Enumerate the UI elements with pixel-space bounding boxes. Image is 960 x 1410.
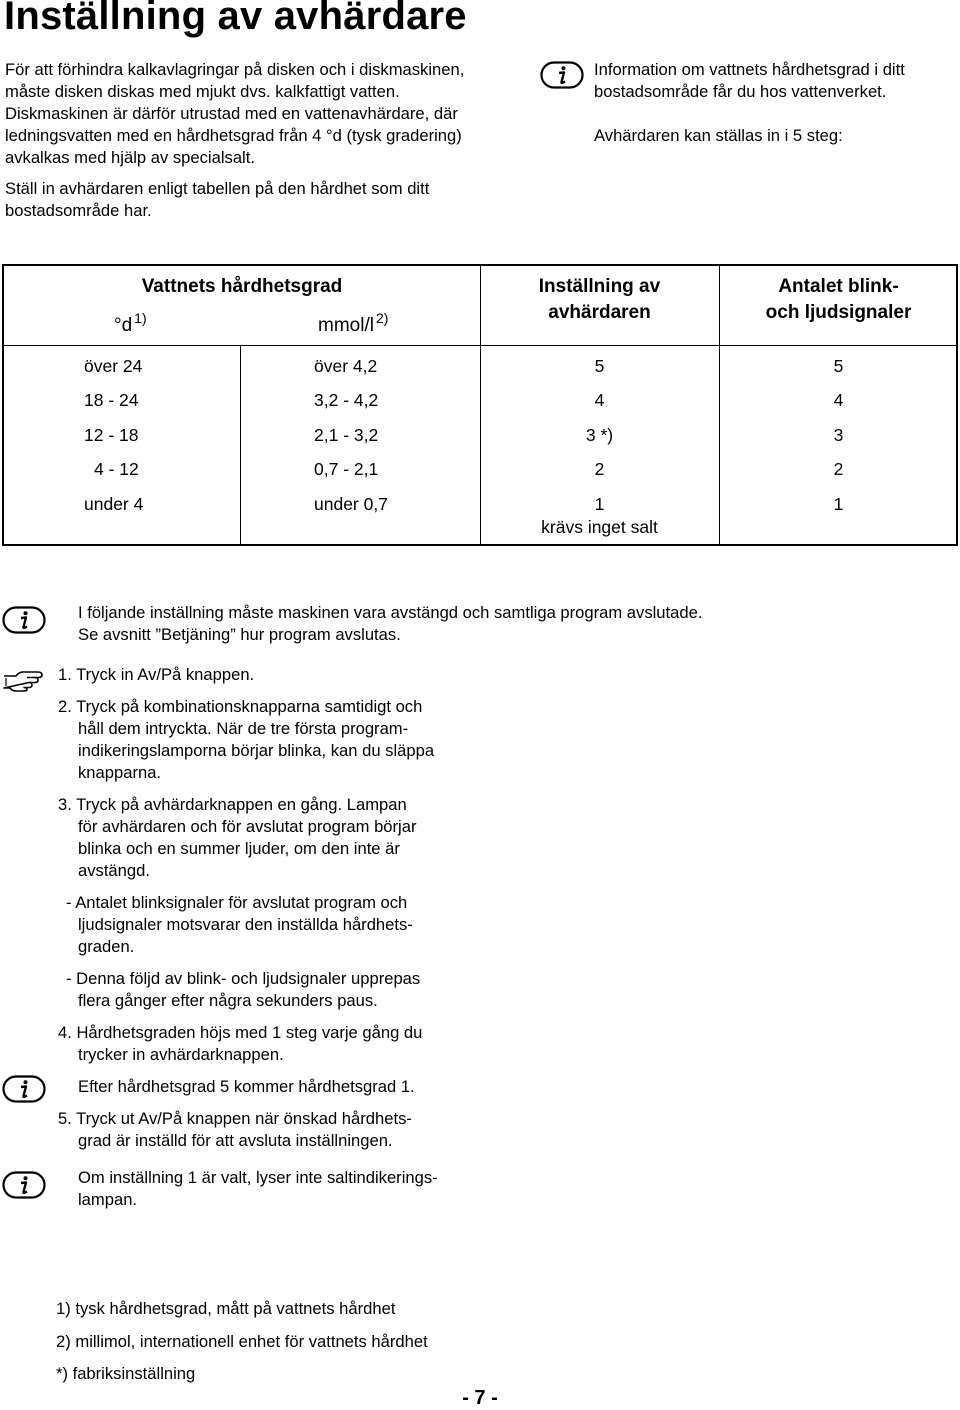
table-divider (240, 346, 241, 544)
step-line: avstängd. (78, 861, 150, 880)
footnote-2: 2) millimol, internationell enhet för vattnets hårdhet (56, 1332, 428, 1351)
header-signals (719, 274, 958, 326)
step-3-detail-1 (66, 892, 413, 958)
step-line: 5. Tryck ut Av/På knappen när önskad hårdhets- (58, 1109, 412, 1128)
step-3-detail-2 (66, 968, 420, 1012)
info-icon (2, 1075, 46, 1103)
cell-mmol: 0,7 - 2,1 (314, 459, 379, 479)
footnote-factory: *) fabriksinställning (56, 1364, 196, 1383)
unit-d-footnote-ref: 1) (134, 310, 147, 326)
instruction-paragraph (5, 178, 429, 222)
step-4 (58, 1022, 422, 1066)
cell-signals: 1 (833, 494, 844, 514)
cell-d: under 4 (84, 494, 144, 514)
unit-mmol-label: mmol/l (318, 315, 374, 336)
cell-mmol: över 4,2 (314, 356, 378, 376)
info-cycle-note: Efter hårdhetsgrad 5 kommer hårdhetsgrad 1. (78, 1077, 415, 1096)
header-unit-d (114, 310, 147, 337)
page-number: - 7 - (462, 1387, 498, 1409)
notice-line: Se avsnitt ”Betjäning” hur program avslutas. (78, 625, 401, 644)
step-3 (58, 794, 417, 882)
cell-setting-note: krävs inget salt (541, 517, 658, 537)
cell-mmol: 3,2 - 4,2 (314, 390, 379, 410)
cell-setting: 4 (594, 390, 605, 410)
header-setting-line: avhärdaren (548, 302, 651, 323)
cell-d: 12 - 18 (84, 425, 139, 445)
step-line: ljudsignaler motsvarar den inställda hårdhets- (78, 915, 413, 934)
info-water-hardness (594, 59, 905, 103)
cell-mmol: 2,1 - 3,2 (314, 425, 379, 445)
cell-setting: 2 (594, 459, 605, 479)
step-line: 4. Hårdhetsgraden höjs med 1 steg varje gång du (58, 1023, 423, 1042)
intro-line: måste disken diskas med mjukt dvs. kalkfattigt vatten. (5, 82, 400, 101)
instruction-line: Ställ in avhärdaren enligt tabellen på den hårdhet som ditt (5, 179, 430, 198)
page-title: Inställning av avhärdare (4, 0, 467, 38)
step-line: 3. Tryck på avhärdarknappen en gång. Lampan (58, 795, 407, 814)
cell-setting: 1 (594, 494, 605, 514)
notice-line: I följande inställning måste maskinen vara avstängd och samtliga program avslutade. (78, 603, 703, 622)
info-icon (2, 606, 46, 634)
info-icon (2, 1171, 46, 1199)
step-line: indikeringslamporna börjar blinka, kan du släppa (78, 741, 435, 760)
intro-paragraph (5, 59, 464, 169)
intro-line: ledningsvatten med en hårdhetsgrad från 4 °d (tysk gradering) (5, 126, 462, 145)
intro-line: För att förhindra kalkavlagringar på disken och i diskmaskinen, (5, 60, 465, 79)
hardness-table (2, 264, 958, 546)
cell-signals: 4 (833, 390, 844, 410)
footnote-1: 1) tysk hårdhetsgrad, mått på vattnets hårdhet (56, 1299, 396, 1318)
header-signals-line: och ljudsignaler (765, 302, 912, 323)
step-line: för avhärdaren och för avslutat program börjar (78, 817, 417, 836)
cell-signals: 2 (833, 459, 844, 479)
intro-line: Diskmaskinen är därför utrustad med en vattenavhärdare, där (5, 104, 458, 123)
step-line: lampan. (78, 1190, 138, 1209)
cell-setting: 5 (594, 356, 605, 376)
cell-setting: 3 *) (585, 425, 614, 445)
step-line: blinka och en summer ljuder, om den inte är (78, 839, 400, 858)
unit-d-label: °d (114, 315, 133, 336)
notice-paragraph (78, 602, 702, 646)
step-line: knapparna. (78, 763, 162, 782)
info-icon (540, 61, 584, 89)
table-header-divider (4, 345, 956, 346)
header-setting-line: Inställning av (538, 276, 661, 297)
cell-mmol: under 0,7 (314, 494, 388, 514)
step-line: - Antalet blinksignaler för avslutat program och (66, 893, 408, 912)
header-hardness: Vattnets hårdhetsgrad (141, 276, 343, 297)
cell-d: över 24 (84, 356, 143, 376)
step-line: 2. Tryck på kombinationsknapparna samtidigt och (58, 697, 423, 716)
info-line: Information om vattnets hårdhetsgrad i ditt (594, 60, 905, 79)
steps-count-line: Avhärdaren kan ställas in i 5 steg: (594, 126, 843, 145)
cell-signals: 3 (833, 425, 844, 445)
header-unit-mmol (318, 310, 388, 337)
cell-d: 4 - 12 (94, 459, 139, 479)
step-1: 1. Tryck in Av/På knappen. (58, 665, 255, 684)
header-setting (480, 274, 719, 326)
instruction-line: bostadsområde har. (5, 201, 152, 220)
step-2 (58, 696, 434, 784)
step-5 (58, 1108, 412, 1152)
step-line: Om inställning 1 är valt, lyser inte saltindikerings- (78, 1168, 438, 1187)
step-line: håll dem intryckta. När de tre första program- (78, 719, 409, 738)
step-line: graden. (78, 937, 135, 956)
pointing-hand-icon (2, 664, 46, 692)
step-line: grad är inställd för att avsluta inställningen. (78, 1131, 393, 1150)
cell-signals: 5 (833, 356, 844, 376)
unit-mmol-footnote-ref: 2) (375, 310, 389, 326)
step-line: flera gånger efter några sekunders paus. (78, 991, 378, 1010)
info-line: bostadsområde får du hos vattenverket. (594, 82, 887, 101)
header-signals-line: Antalet blink- (778, 276, 899, 297)
cell-d: 18 - 24 (84, 390, 139, 410)
intro-line: avkalkas med hjälp av specialsalt. (5, 148, 255, 167)
info-salt-note (78, 1167, 438, 1211)
step-line: - Denna följd av blink- och ljudsignaler upprepas (66, 969, 421, 988)
step-line: trycker in avhärdarknappen. (78, 1045, 284, 1064)
